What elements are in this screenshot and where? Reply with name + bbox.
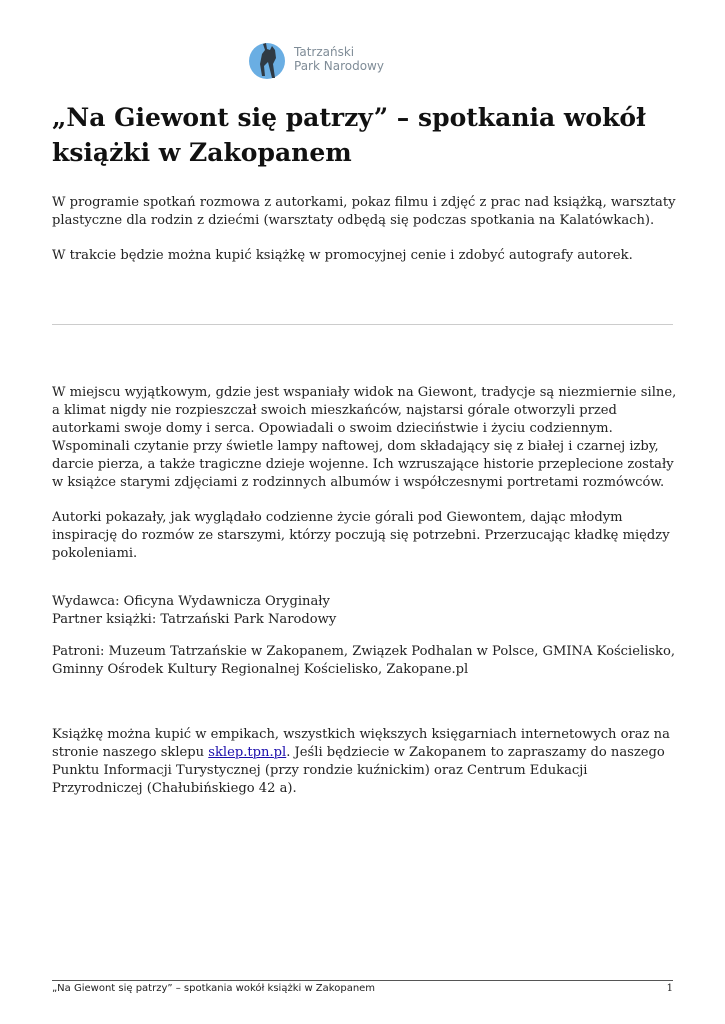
purchase-paragraph	[52, 726, 677, 798]
page-title: „Na Giewont się patrzy” – spotkania wokół książki w Zakopanem	[52, 103, 646, 167]
section-divider	[52, 324, 673, 325]
intro-paragraph-2: W trakcie będzie można kupić książkę w promocyjnej cenie i zdobyć autografy autorek.	[52, 248, 633, 263]
body-paragraph-2: Autorki pokazały, jak wyglądało codzienne życie górali pod Giewontem, dając młodym inspirację do rozmów ze starszymi, którzy poczują się potrzebni. Przerzucając kładkę między pokoleniami.	[52, 510, 670, 561]
publisher-line: Wydawca: Oficyna Wydawnicza Oryginały	[52, 594, 330, 609]
page-number: 1	[666, 983, 673, 994]
logo-line-2: Park Narodowy	[294, 59, 384, 73]
footer-divider	[52, 980, 673, 981]
logo-text	[294, 45, 384, 73]
chamois-logo-icon	[248, 38, 288, 80]
intro-paragraph-1: W programie spotkań rozmowa z autorkami, pokaz filmu i zdjęć z prac nad książką, warsztaty plastyczne dla rodzin z dziećmi (warsztaty odbędą się podczas spotkania na Kalatówkach).	[52, 195, 676, 228]
purchase-text-before: Książkę można kupić w empikach, wszystkich większych księgarniach internetowych oraz na stronie naszego sklepu	[52, 727, 670, 760]
purchase-text-after: . Jeśli będziecie w Zakopanem to zapraszamy do naszego Punktu Informacji Turystycznej (przy rondzie kuźnickim) oraz Centrum Edukacji Przyrodniczej (Chałubińskiego 42 a).	[52, 745, 665, 796]
partner-line: Partner książki: Tatrzański Park Narodowy	[52, 612, 337, 627]
body-paragraph-1: W miejscu wyjątkowym, gdzie jest wspaniały widok na Giewont, tradycje są niezmiernie silne, a klimat nigdy nie rozpieszczał swoich mieszkańców, najstarsi górale otworzyli przed autorkami swoje domy i serca. Opowiadali o swoim dzieciństwie i życiu codziennym. Wspominali czytanie przy świetle lampy naftowej, dom składający się z białej i czarnej izby, darcie pierza, a także tragiczne dzieje wojenne. Ich wzruszające historie przeplecione zostały w książce starymi zdjęciami z rodzinnych albumów i współczesnymi portretami rozmówców.	[52, 385, 677, 490]
tpn-logo	[248, 38, 398, 80]
shop-link[interactable]: sklep.tpn.pl	[208, 745, 287, 760]
logo-line-1: Tatrzański	[294, 45, 355, 59]
patrons-paragraph: Patroni: Muzeum Tatrzańskie w Zakopanem, Związek Podhalan w Polsce, GMINA Kościelisko, Gminny Ośrodek Kultury Regionalnej Kościelisko, Zakopane.pl	[52, 644, 676, 677]
footer-title: „Na Giewont się patrzy” – spotkania wokół książki w Zakopanem	[52, 983, 376, 994]
